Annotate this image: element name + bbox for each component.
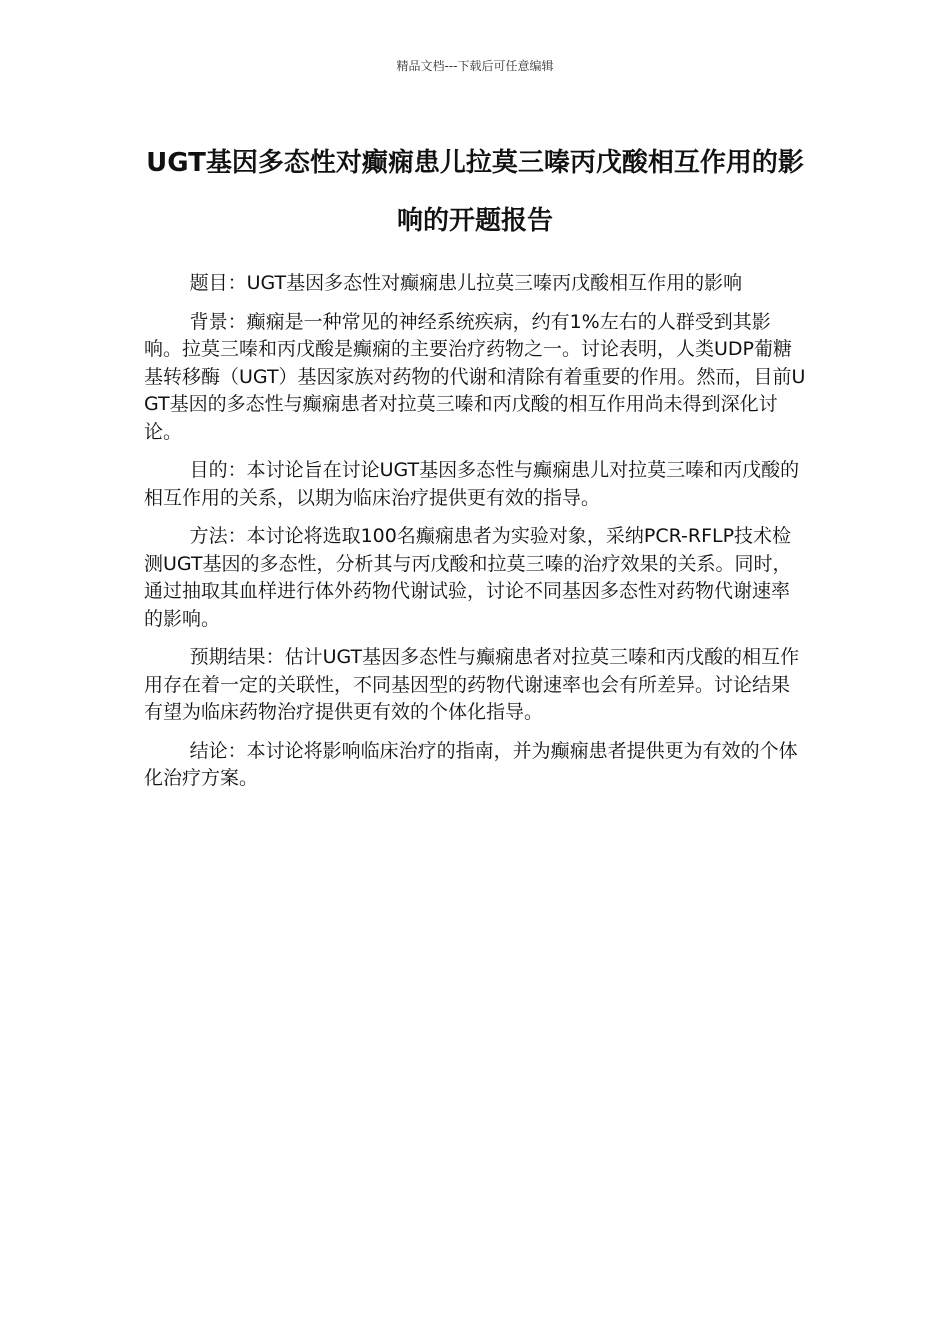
document-body	[144, 270, 808, 804]
paragraph-background: 背景：癫痫是一种常见的神经系统疾病，约有1%左右的人群受到其影响。拉莫三嗪和丙戊酸是癫痫的主要治疗药物之一。讨论表明，人类UDP葡糖基转移酶（UGT）基因家族对药物的代谢和清除有着重要的作用。然而，目前UGT基因的多态性与癫痫患者对拉莫三嗪和丙戊酸的相互作用尚未得到深化讨论。	[144, 310, 806, 443]
paragraph-objective: 目的：本讨论旨在讨论UGT基因多态性与癫痫患儿对拉莫三嗪和丙戊酸的相互作用的关系，以期为临床治疗提供更有效的指导。	[144, 459, 800, 509]
page-header-note: 精品文档---下载后可任意编辑	[396, 59, 554, 73]
document-title: UGT基因多态性对癫痫患儿拉莫三嗪丙戊酸相互作用的影响的开题报告	[146, 148, 804, 236]
paragraph-expected-results: 预期结果：估计UGT基因多态性与癫痫患者对拉莫三嗪和丙戊酸的相互作用存在着一定的关联性，不同基因型的药物代谢速率也会有所差异。讨论结果有望为临床药物治疗提供更有效的个体化指导。	[144, 646, 800, 723]
paragraph-conclusion: 结论：本讨论将影响临床治疗的指南，并为癫痫患者提供更为有效的个体化治疗方案。	[144, 739, 798, 789]
paragraph-methods: 方法：本讨论将选取100名癫痫患者为实验对象，采纳PCR-RFLP技术检测UGT基因的多态性，分析其与丙戊酸和拉莫三嗪的治疗效果的关系。同时，通过抽取其血样进行体外药物代谢试验，讨论不同基因多态性对药物代谢速率的影响。	[144, 525, 792, 630]
paragraph-topic: 题目：UGT基因多态性对癫痫患儿拉莫三嗪丙戊酸相互作用的影响	[189, 272, 743, 294]
